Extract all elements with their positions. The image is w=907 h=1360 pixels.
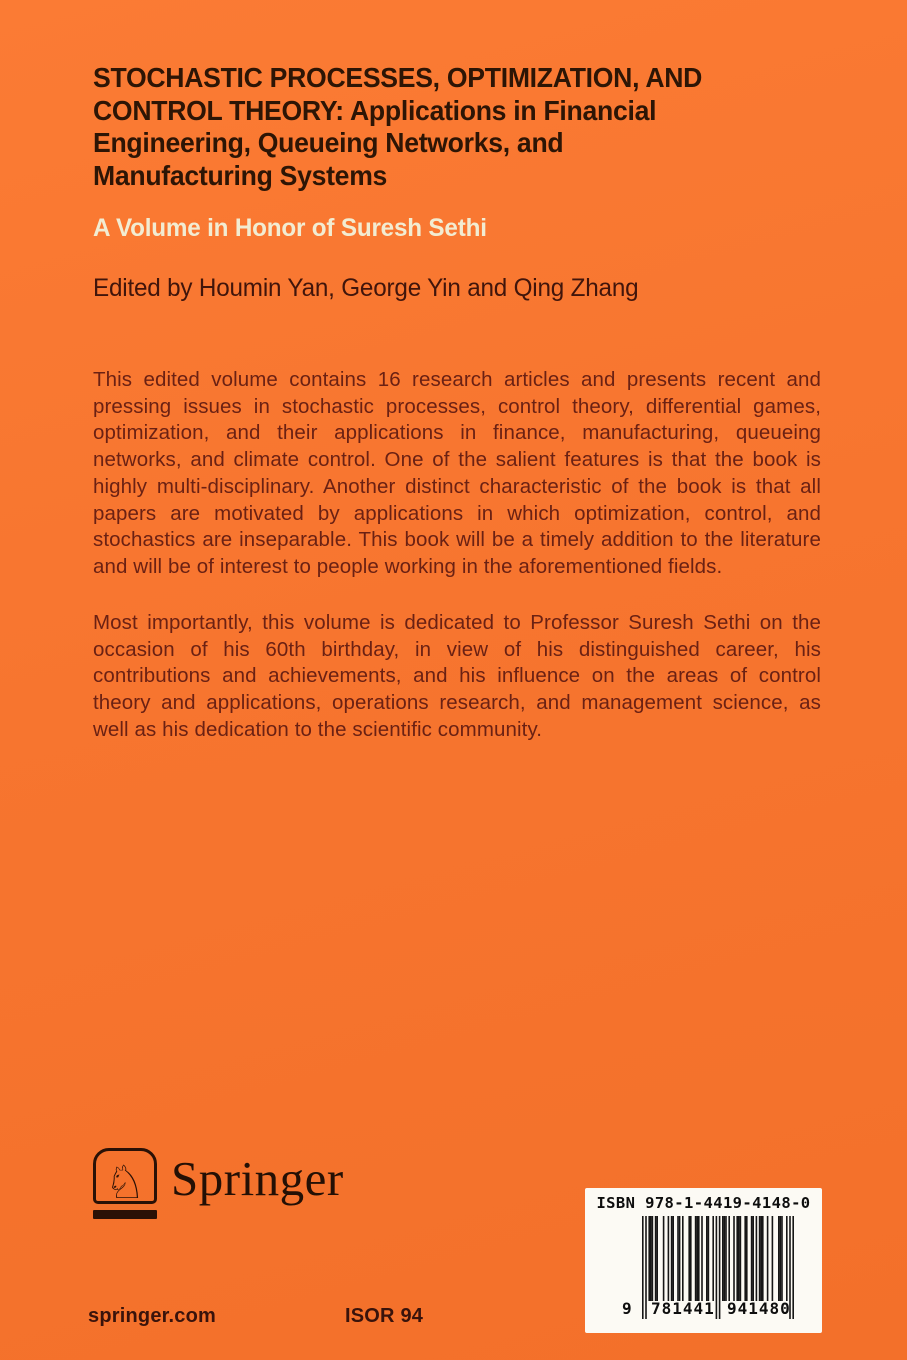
springer-logo bbox=[93, 1148, 344, 1219]
editors-line: Edited by Houmin Yan, George Yin and Qing Zhang bbox=[93, 274, 639, 302]
description-paragraph: This edited volume contains 16 research articles and presents recent and pressing issues in stochastic processes, control theory, differential games, optimization, and their applications in finance, manufacturing, queueing networks, and climate control. One of the salient features is that the book is highly multi-disciplinary. Another distinct characteristic of the book is that all papers are motivated by applications in which optimization, control, and stochastics are inseparable. This book will be a timely addition to the literature and will be of interest to people working in the aforementioned fields. bbox=[93, 368, 821, 578]
ean-digit-group-left: 781441 bbox=[651, 1299, 715, 1318]
ean-digit-group-right: 941480 bbox=[727, 1299, 791, 1318]
knight-icon bbox=[93, 1148, 157, 1219]
title-line: STOCHASTIC PROCESSES, OPTIMIZATION, AND bbox=[93, 62, 703, 93]
book-subtitle: A Volume in Honor of Suresh Sethi bbox=[93, 214, 487, 242]
title-line: Manufacturing Systems bbox=[93, 159, 388, 191]
isbn-barcode bbox=[585, 1188, 822, 1333]
isbn-label: ISBN 978-1-4419-4148-0 bbox=[596, 1194, 811, 1212]
logo-base-bar bbox=[93, 1210, 157, 1219]
title-line: Engineering, Queueing Networks, and bbox=[93, 127, 564, 158]
series-code: ISOR 94 bbox=[345, 1305, 424, 1327]
dedication-paragraph: Most importantly, this volume is dedicated to Professor Suresh Sethi on the occasion of his 60th birthday, in view of his distinguished career, his contributions and achievements, and his influence on the areas of control theory and applications, operations research, and management science, as well as his dedication to the scientific community. bbox=[93, 611, 821, 741]
chess-knight-glyph: ♘ bbox=[104, 1155, 146, 1204]
knight-frame bbox=[93, 1148, 157, 1204]
book-title bbox=[93, 62, 758, 192]
ean-digit-group-first: 9 bbox=[622, 1299, 633, 1318]
springer-wordmark: Springer bbox=[171, 1151, 344, 1206]
title-line: CONTROL THEORY: Applications in Financial bbox=[93, 94, 657, 126]
publisher-website: springer.com bbox=[88, 1305, 216, 1327]
